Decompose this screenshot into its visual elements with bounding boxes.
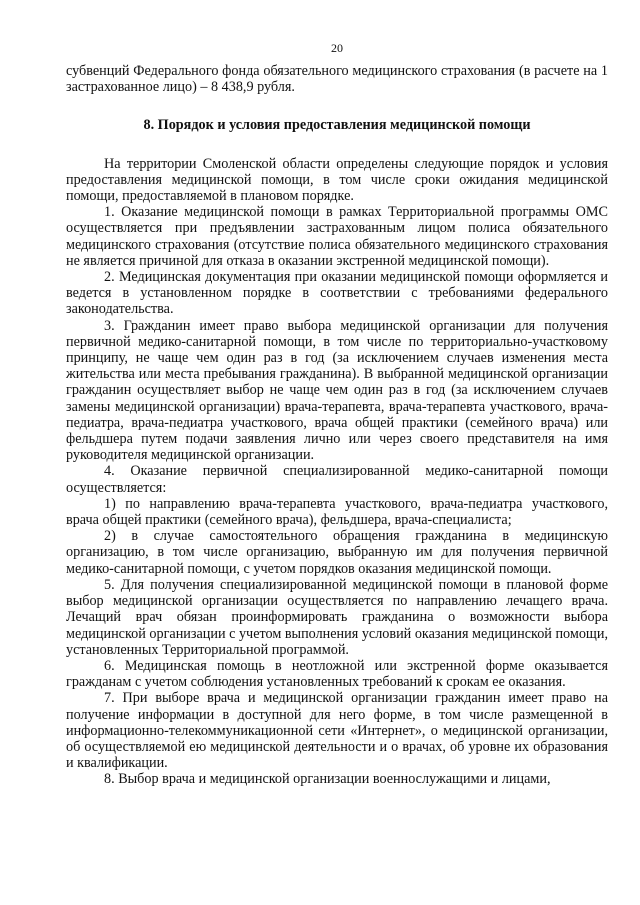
- page-number: 20: [331, 41, 343, 55]
- paragraph-1: 1. Оказание медицинской помощи в рамках Территориальной программы ОМС осуществляется при предъявлении застрахованным лицом полиса обязательного медицинского страхования (отсутствие полиса обязательного медицинского страхования не является причиной для отказа в оказании экстренной медицинской помощи).: [66, 204, 608, 269]
- intro-paragraph: субвенций Федерального фонда обязательного медицинского страхования (в расчете на 1 застрахованное лицо) – 8 438,9 рубля.: [66, 63, 608, 96]
- paragraph-5: 5. Для получения специализированной медицинской помощи в плановой форме выбор медицинской организации осуществляется по направлению лечащего врача. Лечащий врач обязан проинформировать гражданина о возможности выбора медицинской организации с учетом выполнения условий оказания медицинской помощи, установленных Территориальной программой.: [66, 576, 608, 658]
- paragraph-4-item-2: 2) в случае самостоятельного обращения гражданина в медицинскую организацию, в том числе организацию, выбранную им для получения первичной медико-санитарной помощи, с учетом порядков оказания медицинской помощи.: [66, 528, 608, 577]
- paragraph-6: 6. Медицинская помощь в неотложной или экстренной форме оказывается гражданам с учетом соблюдения установленных требований к срокам ее оказания.: [66, 657, 608, 691]
- paragraph-7: 7. При выборе врача и медицинской организации гражданин имеет право на получение информации в доступной для него форме, в том числе размещенной в информационно-телекоммуникационной сети «Интернет», о медицинской организации, об осуществляемой ею медицинской деятельности и о врачах, об уровне их образования и квалификации.: [66, 690, 608, 772]
- paragraph-4-item-1: 1) по направлению врача-терапевта участкового, врача-педиатра участкового, врача общей практики (семейного врача), фельдшера, врача-специалиста;: [66, 495, 608, 529]
- paragraph-8: 8. Выбор врача и медицинской организации военнослужащими и лицами,: [104, 771, 551, 788]
- page-content: [66, 63, 608, 788]
- paragraph-4: 4. Оказание первичной специализированной медико-санитарной помощи осуществляется:: [66, 463, 608, 496]
- paragraph-2: 2. Медицинская документация при оказании медицинской помощи оформляется и ведется в установленном порядке в соответствии с требованиями федерального законодательства.: [66, 269, 608, 318]
- section-title: 8. Порядок и условия предоставления медицинской помощи: [143, 117, 531, 134]
- paragraph-intro: На территории Смоленской области определены следующие порядок и условия предоставления медицинской помощи, в том числе сроки ожидания медицинской помощи, предоставляемой в плановом порядке.: [66, 155, 608, 205]
- paragraph-3: 3. Гражданин имеет право выбора медицинской организации для получения первичной медико-санитарной помощи, в том числе по территориально-участковому принципу, не чаще чем один раз в год (за исключением случаев изменения места жительства или места пребывания гражданина). В выбранной медицинской организации гражданин осуществляет выбор не чаще чем один раз в год (за исключением случаев замены медицинской организации) врача-терапевта, врача-терапевта участкового, врача-педиатра, врача-педиатра участкового, врача общей практики (семейного врача) или фельдшера путем подачи заявления лично или через своего представителя на имя руководителя медицинской организации.: [66, 317, 608, 464]
